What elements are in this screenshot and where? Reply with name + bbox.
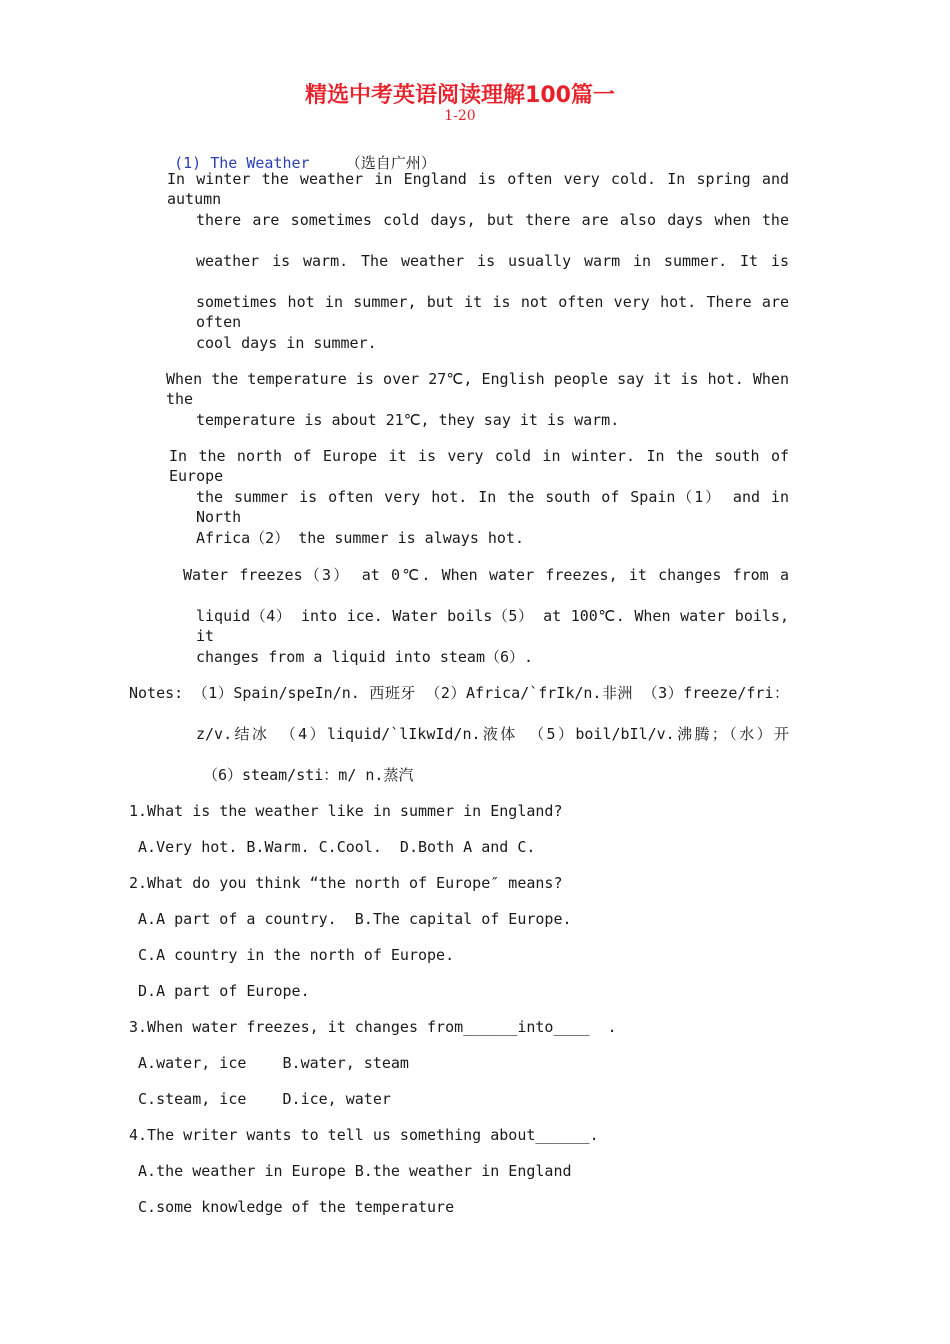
question-options: C.steam, ice D.ice, water [129, 1090, 391, 1108]
question-options: D.A part of Europe. [129, 982, 310, 1000]
question-options: A.water, ice B.water, steam [129, 1054, 409, 1072]
notes-line: Notes: （1）Spain/speIn/n. 西班牙 （2）Africa/`frIk/n.非洲 （3）freeze/fri： [129, 684, 789, 702]
question-text: 3.When water freezes, it changes from______into____ . [129, 1018, 617, 1036]
passage-line: Water freezes（3） at 0℃. When water freezes, it changes from a [183, 566, 789, 584]
passage-line: sometimes hot in summer, but it is not often very hot. There are often [196, 293, 789, 331]
passage-line: In winter the weather in England is often very cold. In spring and autumn [167, 170, 789, 208]
passage-line: temperature is about 21℃, they say it is warm. [196, 411, 620, 429]
question-options: A.A part of a country. B.The capital of Europe. [129, 910, 572, 928]
passage-line: In the north of Europe it is very cold in winter. In the south of Europe [169, 447, 789, 485]
question-options: A.the weather in Europe B.the weather in England [129, 1162, 572, 1180]
section-source: （选自广州） [345, 154, 436, 172]
passage-line: the summer is often very hot. In the south of Spain（1） and in North [196, 488, 789, 526]
page-subtitle: 1-20 [444, 108, 476, 124]
passage-line: cool days in summer. [196, 334, 377, 352]
notes-line: z/v.结冰 （4）liquid/`lIkwId/n.液体 （5）boil/bIl/v.沸腾；（水）开 [196, 725, 789, 743]
passage-line: changes from a liquid into steam（6）. [196, 648, 534, 666]
question-text: 1.What is the weather like in summer in England? [129, 802, 563, 820]
passage-line: weather is warm. The weather is usually warm in summer. It is [196, 252, 789, 270]
passage-line: liquid（4） into ice. Water boils（5） at 100℃. When water boils, it [196, 607, 789, 645]
question-text: 2.What do you think “the north of Europe″ means? [129, 874, 563, 892]
notes-line: （6）steam/sti：m/ n.蒸汽 [203, 766, 414, 784]
passage-line: Africa（2） the summer is always hot. [196, 529, 525, 547]
question-options: A.Very hot. B.Warm. C.Cool. D.Both A and C. [129, 838, 536, 856]
question-options: C.A country in the north of Europe. [129, 946, 455, 964]
page-title: 精选中考英语阅读理解100篇一 [305, 83, 615, 108]
question-options: C.some knowledge of the temperature [129, 1198, 455, 1216]
section-heading: (1) The Weather [174, 154, 310, 172]
passage-line: When the temperature is over 27℃, English people say it is hot. When the [166, 370, 789, 408]
question-text: 4.The writer wants to tell us something about______. [129, 1126, 599, 1144]
passage-line: there are sometimes cold days, but there are also days when the [196, 211, 789, 229]
